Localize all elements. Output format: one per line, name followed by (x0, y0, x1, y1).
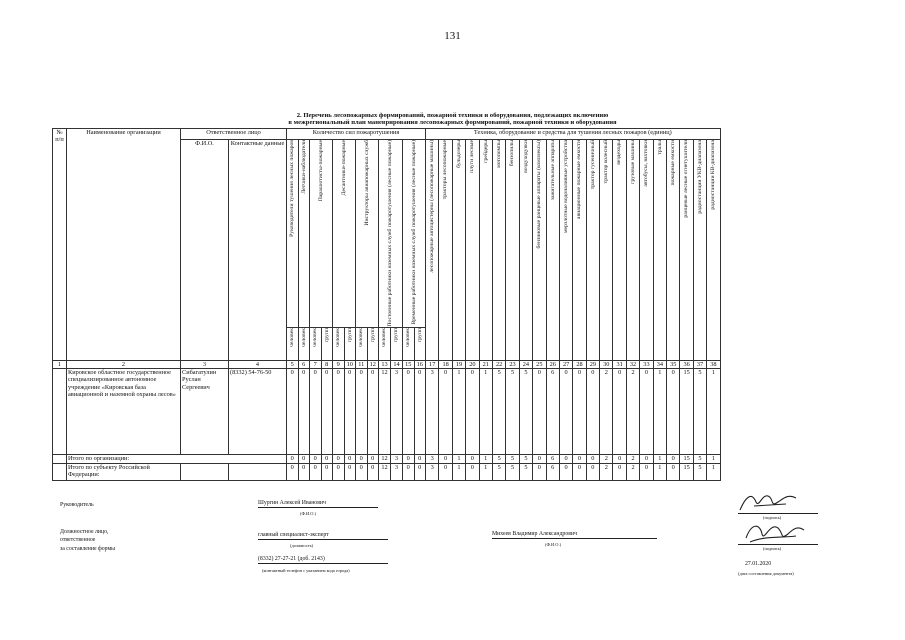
column-number: 23 (506, 360, 519, 368)
equipment-col-label: мерзлотные водоналивные устройства (562, 140, 569, 234)
value-cell: 5 (693, 369, 706, 455)
value-cell: 0 (466, 369, 479, 455)
force-subunit-header (391, 327, 403, 360)
equipment-col-header (667, 140, 680, 361)
responsible-podpis-caption: (подпись) (763, 546, 782, 551)
column-number: 5 (287, 360, 299, 368)
value-cell: 15 (680, 464, 693, 481)
equipment-col-header (693, 140, 706, 361)
force-subunit-label: человек (381, 327, 388, 347)
value-cell: 0 (333, 464, 345, 481)
column-number: 22 (492, 360, 505, 368)
column-number: 37 (693, 360, 706, 368)
column-number: 7 (310, 360, 322, 368)
value-cell: 0 (559, 455, 572, 464)
value-cell: 0 (287, 455, 299, 464)
value-cell: 0 (533, 455, 546, 464)
value-cell: 3 (426, 455, 439, 464)
column-number: 30 (600, 360, 613, 368)
value-cell: 0 (573, 464, 586, 481)
force-col-header (333, 140, 356, 328)
value-cell: 12 (379, 369, 391, 455)
responsible-label-2: ответственное (60, 537, 96, 543)
equipment-col-header (479, 140, 492, 361)
equipment-col-label: вездеходы (616, 140, 623, 165)
responsible-label-3: за составление формы (60, 546, 116, 552)
force-subunit-header (344, 327, 356, 360)
forces-equipment-table (52, 128, 721, 481)
equipment-col-label: грузовые машины (629, 140, 636, 184)
force-subunit-label: человек (358, 327, 365, 347)
value-cell: 0 (573, 455, 586, 464)
equipment-col-header (573, 140, 586, 361)
column-number: 11 (356, 360, 368, 368)
value-cell: 0 (356, 455, 368, 464)
column-number: 9 (333, 360, 345, 368)
head-label: Руководитель (60, 502, 94, 508)
value-cell: 1 (707, 464, 720, 481)
org-row-fio: Сибагатулин Руслан Сергеевич (181, 369, 229, 455)
value-cell: 0 (586, 369, 599, 455)
force-col-label: Постоянные работники наземных служб пожаротушения (лесные пожарные) (387, 140, 394, 327)
column-number: 36 (680, 360, 693, 368)
value-cell: 2 (600, 455, 613, 464)
head-name: Шургин Алексей Иванович (258, 500, 378, 508)
value-cell: 0 (298, 455, 310, 464)
column-number: 34 (653, 360, 666, 368)
value-cell: 0 (321, 455, 333, 464)
value-cell: 0 (333, 369, 345, 455)
force-subunit-header (356, 327, 368, 360)
column-number: 2 (67, 360, 181, 368)
header-responsible: Ответственное лицо (181, 129, 287, 140)
header-equipment-group: Техника, оборудование и средства для тушения лесных пожаров (единиц) (426, 129, 721, 140)
force-col-label: Летчики-наблюдатели (300, 140, 307, 194)
force-col-label: Парашютисты-пожарные (317, 140, 324, 202)
force-subunit-header (333, 327, 345, 360)
value-cell: 0 (333, 455, 345, 464)
value-cell: 0 (367, 455, 379, 464)
page-number: 131 (444, 30, 461, 42)
value-cell: 1 (452, 369, 465, 455)
force-subunit-label: человек (335, 327, 342, 347)
value-cell: 0 (640, 369, 653, 455)
value-cell: 0 (613, 369, 626, 455)
value-cell: 3 (391, 369, 403, 455)
value-cell: 0 (367, 464, 379, 481)
force-col-header (379, 140, 403, 328)
value-cell: 1 (653, 455, 666, 464)
value-cell: 5 (519, 369, 532, 455)
value-cell: 0 (573, 369, 586, 455)
value-cell: 0 (439, 464, 452, 481)
total-org-label: Итого по организации: (67, 455, 287, 464)
value-cell: 12 (379, 464, 391, 481)
value-cell: 2 (600, 369, 613, 455)
total-region-label: Итого по субъекту Российской Федерации: (67, 464, 181, 481)
value-cell: 1 (653, 464, 666, 481)
value-cell: 0 (310, 464, 322, 481)
value-cell: 0 (367, 369, 379, 455)
head-podpis-caption: (подпись) (763, 515, 782, 520)
responsible-fio-caption: (Ф.И.О.) (545, 542, 562, 547)
equipment-col-label: ранцевые лесные огнетушители (683, 140, 690, 218)
value-cell: 0 (466, 464, 479, 481)
column-number: 19 (452, 360, 465, 368)
equipment-col-label: авиационные пожарные емкости (576, 140, 583, 220)
force-subunit-header (367, 327, 379, 360)
equipment-col-label: радиостанции УКВ-диапазона (696, 140, 703, 214)
value-cell: 5 (506, 369, 519, 455)
force-subunit-label: групп (323, 327, 330, 342)
value-cell: 0 (344, 369, 356, 455)
value-cell: 0 (310, 455, 322, 464)
equipment-col-label: автобусы, вахтовки (643, 140, 650, 187)
column-number: 31 (613, 360, 626, 368)
force-col-label: Руководители тушения лесных пожаров (289, 140, 296, 237)
value-cell: 0 (321, 464, 333, 481)
force-subunit-label: групп (393, 327, 400, 342)
value-cell: 0 (344, 455, 356, 464)
equipment-col-header (439, 140, 452, 361)
column-number: 13 (379, 360, 391, 368)
equipment-col-header (680, 140, 693, 361)
equipment-col-label: трактор колесный (603, 140, 610, 184)
doc-date: 27.01.2020 (745, 561, 772, 567)
value-cell: 0 (533, 369, 546, 455)
force-col-header (403, 140, 426, 328)
value-cell: 0 (559, 464, 572, 481)
header-org-name: Наименование организации (67, 129, 181, 361)
value-cell: 1 (653, 369, 666, 455)
equipment-col-header (533, 140, 546, 361)
value-cell: 0 (356, 369, 368, 455)
column-number: 1 (53, 360, 67, 368)
total-region-contacts (229, 464, 287, 481)
force-subunit-header (287, 327, 299, 360)
responsible-phone: (8332) 27-27-21 (доб. 2143) (258, 556, 388, 564)
value-cell: 5 (519, 455, 532, 464)
header-contacts: Контактные данные (229, 140, 287, 361)
value-cell: 0 (287, 369, 299, 455)
equipment-col-header (426, 140, 439, 361)
value-cell: 0 (321, 369, 333, 455)
column-number: 35 (667, 360, 680, 368)
force-subunit-label: человек (405, 327, 412, 347)
value-cell: 0 (356, 464, 368, 481)
force-subunit-header (414, 327, 426, 360)
responsible-label-1: Должностное лицо, (60, 529, 109, 535)
equipment-col-label: лесопожарные автоцистерны (лесопожарные машины) (428, 140, 435, 273)
value-cell: 1 (707, 455, 720, 464)
value-cell: 2 (626, 455, 639, 464)
value-cell: 0 (640, 464, 653, 481)
column-number: 26 (546, 360, 559, 368)
responsible-name: Михеев Владимир Александрович (492, 531, 657, 539)
value-cell: 0 (344, 464, 356, 481)
value-cell: 6 (546, 369, 559, 455)
value-cell: 0 (298, 464, 310, 481)
value-cell: 3 (426, 369, 439, 455)
value-cell: 1 (479, 464, 492, 481)
value-cell: 0 (414, 369, 426, 455)
value-cell: 0 (403, 455, 415, 464)
equipment-col-header (626, 140, 639, 361)
force-subunit-label: человек (289, 327, 296, 347)
value-cell: 5 (693, 464, 706, 481)
equipment-col-header (559, 140, 572, 361)
equipment-col-label: зажигательные аппараты (549, 140, 556, 201)
head-signature-scribble (736, 488, 806, 516)
value-cell: 5 (693, 455, 706, 464)
value-cell: 0 (287, 464, 299, 481)
column-number: 8 (321, 360, 333, 368)
value-cell: 2 (600, 464, 613, 481)
value-cell: 2 (626, 464, 639, 481)
value-cell: 3 (391, 464, 403, 481)
equipment-col-label: воздуходувки (522, 140, 529, 173)
org-row-contacts: (8332) 54-76-50 (229, 369, 287, 455)
column-number: 15 (403, 360, 415, 368)
responsible-signature-scribble (740, 518, 810, 546)
equipment-col-header (707, 140, 720, 361)
total-region-num (53, 464, 67, 481)
header-forces-group: Количество сил пожаротушения (287, 129, 426, 140)
force-subunit-label: групп (416, 327, 423, 342)
equipment-col-label: тралы (656, 140, 663, 155)
force-subunit-label: групп (369, 327, 376, 342)
column-number: 18 (439, 360, 452, 368)
total-org-num (53, 455, 67, 464)
column-number: 14 (391, 360, 403, 368)
value-cell: 0 (559, 369, 572, 455)
value-cell: 15 (680, 455, 693, 464)
force-subunit-header (310, 327, 322, 360)
org-row-num (53, 369, 67, 455)
equipment-col-header (653, 140, 666, 361)
force-subunit-header (321, 327, 333, 360)
equipment-col-label: пожарные емкости (670, 140, 677, 186)
equipment-col-header (586, 140, 599, 361)
column-number: 20 (466, 360, 479, 368)
column-number: 16 (414, 360, 426, 368)
doc-title-line-2: в межрегиональный план маневрирования лесопожарных формирований, пожарной техники и оборудования (288, 119, 617, 126)
force-subunit-label: человек (300, 327, 307, 347)
equipment-col-label: трактор гусеничный (589, 140, 596, 190)
value-cell: 0 (466, 455, 479, 464)
force-subunit-header (298, 327, 310, 360)
value-cell: 5 (492, 369, 505, 455)
value-cell: 5 (506, 464, 519, 481)
column-number: 38 (707, 360, 720, 368)
value-cell: 6 (546, 464, 559, 481)
equipment-col-label: бульдозеры (455, 140, 462, 168)
value-cell: 3 (391, 455, 403, 464)
equipment-col-header (519, 140, 532, 361)
column-number: 27 (559, 360, 572, 368)
value-cell: 0 (310, 369, 322, 455)
value-cell: 5 (492, 464, 505, 481)
force-subunit-header (403, 327, 415, 360)
column-number: 33 (640, 360, 653, 368)
value-cell: 1 (452, 455, 465, 464)
header-fio: Ф.И.О. (181, 140, 229, 361)
header-num: № п/п (53, 129, 67, 361)
value-cell: 0 (667, 464, 680, 481)
value-cell: 0 (533, 464, 546, 481)
equipment-col-label: бензопилы (509, 140, 516, 167)
column-number: 29 (586, 360, 599, 368)
value-cell: 15 (680, 369, 693, 455)
value-cell: 5 (519, 464, 532, 481)
force-col-header (298, 140, 310, 328)
force-subunit-label: групп (346, 327, 353, 342)
value-cell: 0 (586, 455, 599, 464)
position-caption: (должность) (290, 543, 314, 548)
value-cell: 2 (626, 369, 639, 455)
equipment-col-header (506, 140, 519, 361)
column-number: 24 (519, 360, 532, 368)
value-cell: 0 (439, 369, 452, 455)
equipment-col-label: радиостанции КВ-диапазона (710, 140, 717, 210)
column-number: 28 (573, 360, 586, 368)
value-cell: 0 (667, 369, 680, 455)
column-number: 6 (298, 360, 310, 368)
equipment-col-label: грейдеры (482, 140, 489, 163)
force-col-label: Временные работники наземных служб пожаротушения (лесные пожарные) (410, 140, 417, 325)
value-cell: 1 (707, 369, 720, 455)
force-col-header (356, 140, 379, 328)
force-col-label: Инструкторы авиапожарных служб (363, 140, 370, 226)
equipment-col-header (466, 140, 479, 361)
force-col-header (287, 140, 299, 328)
date-caption: (дата составления документа) (738, 571, 794, 576)
total-region-fio (181, 464, 229, 481)
head-fio-caption: (Ф.И.О.) (300, 511, 317, 516)
equipment-col-label: тракторы лесопожарные (442, 140, 449, 200)
equipment-col-header (600, 140, 613, 361)
column-number: 32 (626, 360, 639, 368)
phone-caption: (контактный телефон с указанием кода города) (262, 568, 350, 573)
equipment-col-header (452, 140, 465, 361)
value-cell: 0 (414, 464, 426, 481)
doc-title-line-1: 2. Перечень лесопожарных формирований, пожарной техники и оборудования, подлежащих включению (296, 112, 609, 119)
column-number: 12 (367, 360, 379, 368)
column-number: 17 (426, 360, 439, 368)
value-cell: 0 (403, 369, 415, 455)
org-row-name: Кировское областное государственное специализированное автономное учреждение «Кировская база авиационной и наземной охраны лесов» (67, 369, 181, 455)
value-cell: 5 (506, 455, 519, 464)
column-number: 25 (533, 360, 546, 368)
column-number: 3 (181, 360, 229, 368)
value-cell: 1 (479, 369, 492, 455)
equipment-col-label: мотопомпы (495, 140, 502, 168)
equipment-col-label: плуги лесные (469, 140, 476, 173)
column-number: 10 (344, 360, 356, 368)
equipment-col-header (613, 140, 626, 361)
force-col-label: Десантники-пожарные (340, 140, 347, 196)
value-cell: 0 (586, 464, 599, 481)
value-cell: 0 (613, 464, 626, 481)
value-cell: 12 (379, 455, 391, 464)
value-cell: 6 (546, 455, 559, 464)
value-cell: 1 (452, 464, 465, 481)
column-number: 4 (229, 360, 287, 368)
value-cell: 0 (613, 455, 626, 464)
force-subunit-label: человек (312, 327, 319, 347)
value-cell: 0 (439, 455, 452, 464)
equipment-col-header (640, 140, 653, 361)
column-number: 21 (479, 360, 492, 368)
value-cell: 0 (298, 369, 310, 455)
force-col-header (310, 140, 333, 328)
responsible-position: главный специалист-эксперт (258, 532, 388, 540)
value-cell: 3 (426, 464, 439, 481)
value-cell: 0 (414, 455, 426, 464)
value-cell: 0 (667, 455, 680, 464)
equipment-col-header (492, 140, 505, 361)
equipment-col-header (546, 140, 559, 361)
equipment-col-label: бензиновые ранцевые аппараты (комплексы) (536, 140, 543, 249)
value-cell: 5 (492, 455, 505, 464)
value-cell: 0 (640, 455, 653, 464)
value-cell: 0 (403, 464, 415, 481)
value-cell: 1 (479, 455, 492, 464)
force-subunit-header (379, 327, 391, 360)
forces-table-wrapper (52, 128, 721, 481)
